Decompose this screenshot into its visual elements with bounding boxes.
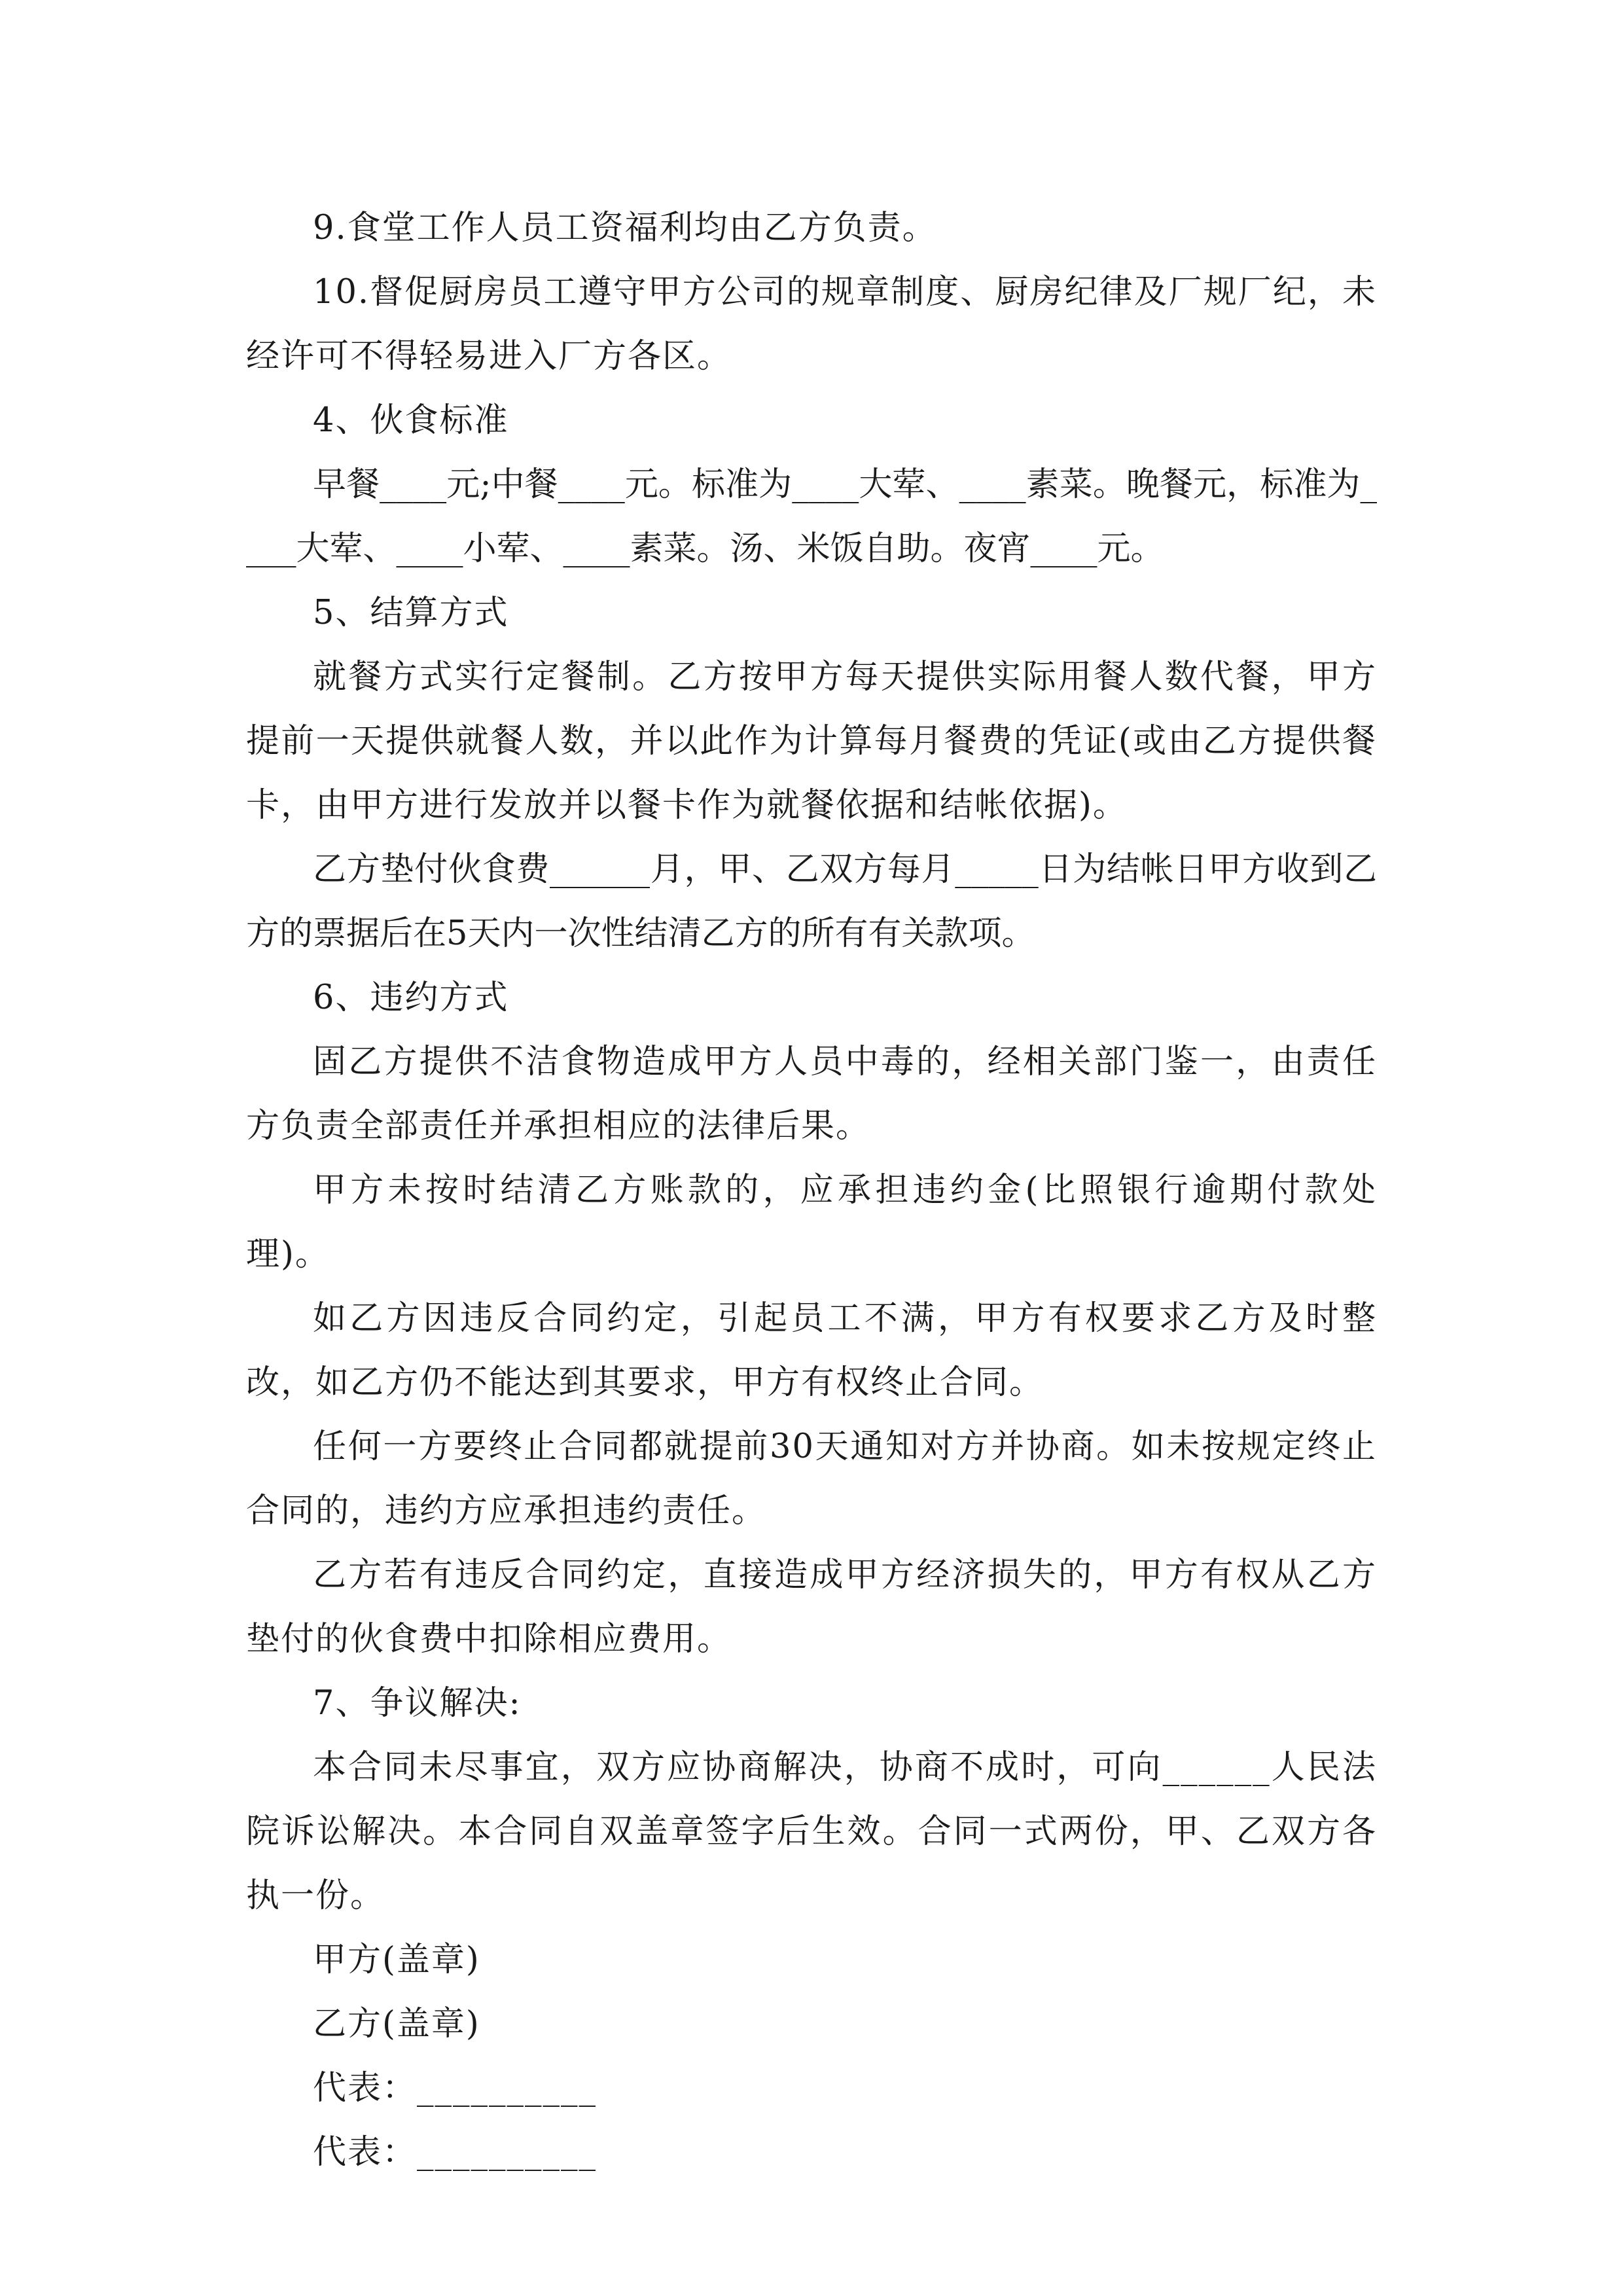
section-heading-meal-standard: 4、伙食标准 — [313, 401, 509, 440]
breach-late-payment-paragraph: 甲方未按时结清乙方账款的，应承担违约金(比照银行逾期付款处理)。 — [246, 1171, 1377, 1274]
dispute-resolution-paragraph: 本合同未尽事宜，双方应协商解决，协商不成时，可向______人民法院诉讼解决。本合同自双盖章签字后生效。合同一式两份，甲、乙双方各执一份。 — [246, 1748, 1377, 1915]
section-heading-dispute: 7、争议解决: — [313, 1684, 522, 1723]
section-heading-settlement: 5、结算方式 — [313, 594, 509, 632]
advance-payment-paragraph: 乙方垫付伙食费______月，甲、乙双方每月_____日为结帐日甲方收到乙方的票据后在5天内一次性结清乙方的所有有关款项。 — [246, 850, 1377, 953]
party-a-seal-line: 甲方(盖章) — [313, 1941, 480, 1979]
representative-line-b: 代表：__________ — [313, 2133, 597, 2172]
clause-10-paragraph: 10.督促厨房员工遵守甲方公司的规章制度、厨房纪律及厂规厂纪，未经许可不得轻易进入厂方各区。 — [246, 273, 1377, 376]
representative-line-a: 代表：__________ — [313, 2069, 597, 2108]
meal-standard-paragraph: 早餐____元;中餐____元。标准为____大荤、____素菜。晚餐元，标准为____大荤、____小荤、____素菜。汤、米饭自助。夜宵____元。 — [246, 465, 1377, 568]
breach-food-safety-paragraph: 固乙方提供不洁食物造成甲方人员中毒的，经相关部门鉴一，由责任方负责全部责任并承担相应的法律后果。 — [246, 1043, 1377, 1145]
breach-termination-paragraph: 任何一方要终止合同都就提前30天通知对方并协商。如未按规定终止合同的，违约方应承担违约责任。 — [246, 1427, 1377, 1530]
document-body — [246, 196, 1377, 2185]
breach-compensation-paragraph: 乙方若有违反合同约定，直接造成甲方经济损失的，甲方有权从乙方垫付的伙食费中扣除相应费用。 — [246, 1556, 1377, 1659]
breach-rectification-paragraph: 如乙方因违反合同约定，引起员工不满，甲方有权要求乙方及时整改，如乙方仍不能达到其要求，甲方有权终止合同。 — [246, 1299, 1377, 1402]
clause-9-paragraph: 9.食堂工作人员工资福利均由乙方负责。 — [313, 209, 937, 247]
party-b-seal-line: 乙方(盖章) — [313, 2005, 480, 2043]
section-heading-breach: 6、违约方式 — [313, 978, 509, 1017]
settlement-method-paragraph: 就餐方式实行定餐制。乙方按甲方每天提供实际用餐人数代餐，甲方提前一天提供就餐人数，并以此作为计算每月餐费的凭证(或由乙方提供餐卡，由甲方进行发放并以餐卡作为就餐依据和结帐依据)。 — [246, 658, 1377, 825]
